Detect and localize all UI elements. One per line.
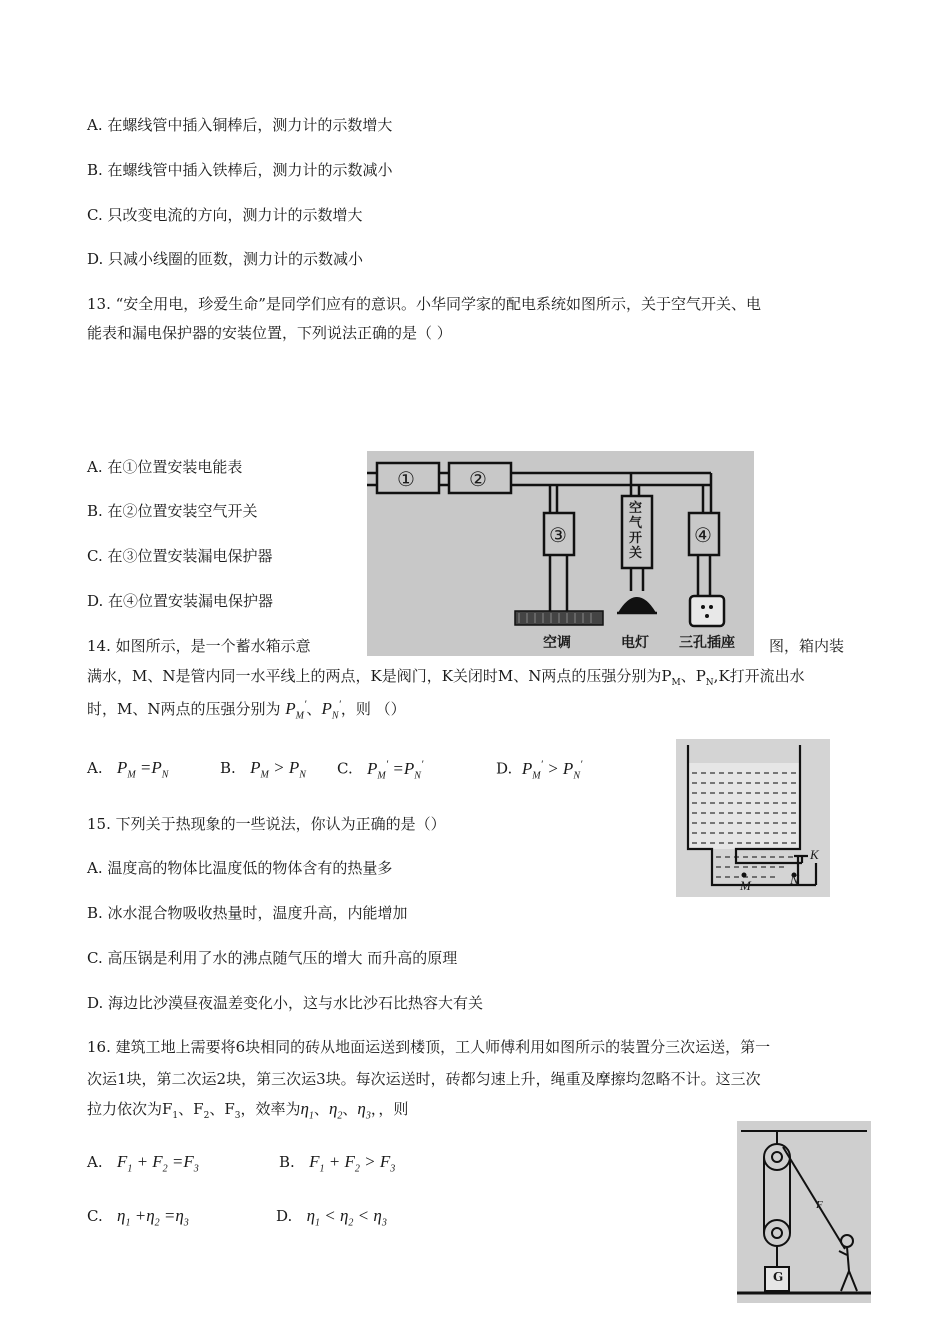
q12-option-a: A. 在螺线管中插入铜棒后，测力计的示数增大 — [87, 116, 393, 134]
force-f-label: F — [816, 1199, 823, 1211]
q13-stem-line1: 13. “安全用电，珍爱生命”是同学们应有的意识。小华同学家的配电系统如图所示，关于空气开关、电 — [87, 295, 761, 313]
q13-option-c: C. 在③位置安装漏电保护器 — [87, 547, 273, 565]
q12-option-c: C. 只改变电流的方向，测力计的示数增大 — [87, 206, 363, 224]
pulley-figure — [737, 1121, 871, 1303]
q16-stem-line2: 次运1块，第二次运2块，第三次运3块。每次运送时，砖都匀速上升，绳重及摩擦均忽略不计。这三次 — [87, 1070, 761, 1088]
q15-option-d: D. 海边比沙漠昼夜温差变化小，这与水比沙石比热容大有关 — [87, 994, 484, 1012]
q14-option-d: D. $P_M' > P_N'$ — [496, 758, 583, 782]
q14-stem-line2: 满水，M、N是管内同一水平线上的两点，K是阀门，K关闭时M、N两点的压强分别为$P_M$、$P_N,K$打开流出水 — [87, 667, 805, 688]
socket-label: 三孔插座 — [679, 635, 735, 651]
lamp-label: 电灯 — [621, 635, 649, 651]
air-switch-label: 空气开关 — [629, 501, 643, 561]
q13-option-a: A. 在①位置安装电能表 — [87, 458, 243, 476]
pm-prime-symbol: $P_M'$ — [285, 698, 307, 722]
q13-option-b: B. 在②位置安装空气开关 — [87, 502, 258, 520]
q12-option-d: D. 只减小线圈的匝数，测力计的示数减小 — [87, 250, 364, 268]
q14-stem-line1a: 14. 如图所示，是一个蓄水箱示意 — [87, 637, 311, 655]
pn-prime-symbol: $P_N'$ — [321, 698, 341, 722]
q15-option-c: C. 高压锅是利用了水的沸点随气压的增大 而升高的原理 — [87, 949, 458, 967]
q14-option-c: C. $P_M' =P_N'$ — [337, 758, 424, 782]
q15-option-a: A. 温度高的物体比温度低的物体含有的热量多 — [87, 859, 393, 877]
q16-option-b: B. $F_1 + F_2 > F_3$ — [279, 1152, 396, 1175]
q14-option-b: B. $P_M > P_N$ — [220, 758, 306, 781]
q15-option-b: B. 冰水混合物吸收热量时，温度升高，内能增加 — [87, 904, 408, 922]
circuit-figure — [367, 451, 754, 656]
circuit-box-3: ③ — [549, 523, 567, 547]
valve-k-label: K — [810, 847, 819, 862]
air-conditioner-label: 空调 — [543, 635, 571, 651]
q16-option-d: D. $\eta_1 < \eta_2 < \eta_3$ — [276, 1206, 387, 1229]
q14-stem-line1b: 图，箱内装 — [769, 637, 845, 655]
q15-stem: 15. 下列关于热现象的一些说法，你认为正确的是（） — [87, 815, 446, 833]
q16-option-a: A. $F_1 + F_2 =F_3$ — [87, 1152, 199, 1175]
circuit-box-1: ① — [397, 467, 415, 491]
point-n-label: N — [790, 872, 799, 887]
point-m-label: M — [740, 878, 751, 893]
efficiency-symbols: $\eta_1$ — [300, 1099, 314, 1122]
weight-g-label: G — [773, 1270, 784, 1284]
q16-stem-line3: 拉力依次为$F_1$、$F_2$、$F_3$，效率为$\eta_1$、$\eta_2$、$\eta_3$，，则 — [87, 1099, 409, 1122]
q16-option-c: C. $\eta_1 +\eta_2 =\eta_3$ — [87, 1206, 189, 1229]
q14-stem-line3: 时，M、N两点的压强分别为 $P_M'$、$P_N'$，则 （） — [87, 698, 406, 722]
circuit-box-2: ② — [469, 467, 487, 491]
q13-option-d: D. 在④位置安装漏电保护器 — [87, 592, 274, 610]
q13-stem-line2: 能表和漏电保护器的安装位置，下列说法正确的是（ ） — [87, 324, 452, 342]
circuit-box-4: ④ — [694, 523, 712, 547]
q14-option-a: A. $P_M =P_N$ — [87, 758, 169, 781]
water-tank-figure — [676, 739, 830, 897]
q12-option-b: B. 在螺线管中插入铁棒后，测力计的示数减小 — [87, 161, 393, 179]
q16-stem-line1: 16. 建筑工地上需要将6块相同的砖从地面运送到楼顶，工人师傅利用如图所示的装置分三次运送，第一 — [87, 1038, 771, 1056]
